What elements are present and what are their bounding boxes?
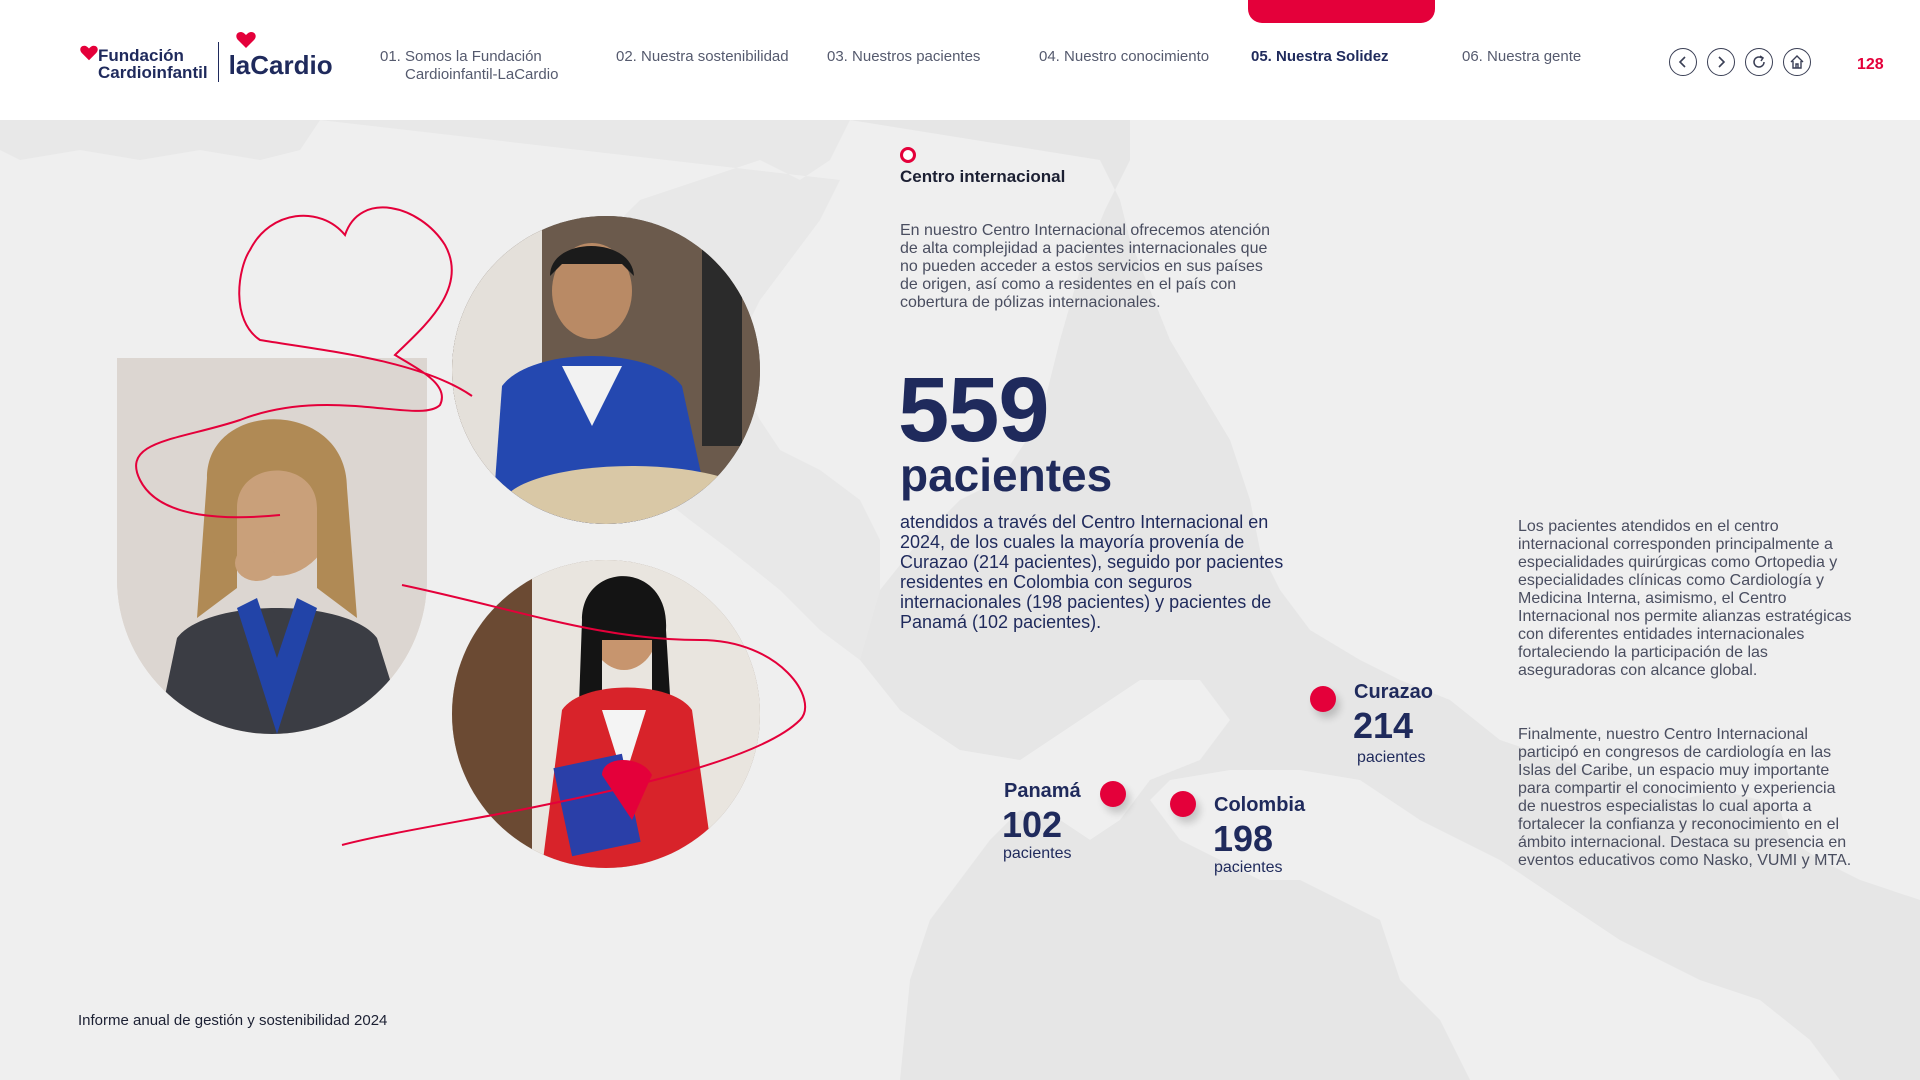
- location-name-colombia: Colombia: [1214, 794, 1306, 816]
- logo-line-1: Fundación: [98, 46, 184, 65]
- nav-label: 01. Somos la Fundación: [380, 48, 542, 65]
- photo-man-staff: [452, 216, 760, 524]
- photo-woman-red-jacket: [452, 560, 760, 868]
- reload-button[interactable]: [1745, 48, 1773, 76]
- page-number: 128: [1857, 56, 1884, 73]
- location-name-curazao: Curazao: [1354, 681, 1433, 703]
- heart-logo-icon: [80, 44, 98, 62]
- nav-item-gente[interactable]: [1462, 48, 1581, 65]
- logo-divider: [218, 42, 219, 82]
- man-illustration: [452, 216, 760, 524]
- location-name-panama: Panamá: [1004, 780, 1081, 802]
- nav-label: 04. Nuestro conocimiento: [1039, 48, 1210, 65]
- nav-item-conocimiento[interactable]: [1039, 48, 1209, 65]
- active-tab-indicator: [1248, 0, 1435, 23]
- footer-text: Informe anual de gestión y sostenibilidad 2024: [78, 1012, 388, 1029]
- stat-number: 559: [898, 359, 1049, 461]
- nav-item-solidez[interactable]: [1251, 48, 1389, 65]
- logo-line-2: Cardioinfantil: [98, 63, 208, 82]
- nav-label: 06. Nuestra gente: [1462, 48, 1582, 65]
- nav-label: 03. Nuestros pacientes: [827, 48, 981, 65]
- reload-icon: [1751, 54, 1767, 70]
- section-label: Centro internacional: [900, 167, 1066, 186]
- location-count-curazao: 214: [1353, 705, 1414, 746]
- map-pin-curazao: [1310, 686, 1336, 712]
- nav-item-sostenibilidad[interactable]: [616, 48, 789, 65]
- map-pin-panama: [1100, 781, 1126, 807]
- chevron-right-icon: [1714, 55, 1728, 69]
- chevron-left-icon: [1676, 55, 1690, 69]
- photo-woman-staff: [117, 358, 427, 734]
- logo: [78, 42, 333, 82]
- location-count-panama: 102: [1002, 804, 1063, 845]
- woman-illustration: [117, 358, 427, 734]
- section-bullet: [900, 147, 916, 163]
- nav-label: 05. Nuestra Solidez: [1251, 48, 1389, 65]
- map-pin-colombia: [1170, 791, 1196, 817]
- stat-description: atendidos a través del Centro Internacional en 2024, de los cuales la mayoría provenía de Curazao (214 pacientes), seguido por pacientes residentes en Colombia con seguros internacionales (198 pacientes) y pacientes de Panamá (102 pacientes).: [900, 512, 1284, 632]
- side-paragraph-1: Los pacientes atendidos en el centro internacional corresponden principalmente a especialidades quirúrgicas como Ortopedia y especialidades clínicas como Cardiología y Medicina Interna, asimismo, el Centro Internacional nos permite alianzas estratégicas con diferentes entidades internacionales fortaleciendo la participación de las aseguradoras con alcance global.: [1518, 518, 1852, 679]
- location-unit-colombia: pacientes: [1214, 859, 1283, 876]
- nav-label-line-2: Cardioinfantil-LaCardio: [405, 66, 559, 83]
- side-paragraph-2: Finalmente, nuestro Centro Internacional participó en congresos de cardiología en las Islas del Caribe, un espacio muy importante para compartir el conocimiento y experiencia de nuestros especialistas lo cual aporta a fortalecer la confianza y reconocimiento en el ámbito internacional. Destaca su presencia en eventos educativos como Nasko, VUMI y MTA.: [1518, 726, 1852, 869]
- woman-red-jacket-illustration: [452, 560, 760, 868]
- next-page-button[interactable]: [1707, 48, 1735, 76]
- location-unit-curazao: pacientes: [1357, 749, 1426, 766]
- stat-unit: pacientes: [900, 449, 1113, 501]
- location-unit-panama: pacientes: [1003, 845, 1072, 862]
- nav-item-pacientes[interactable]: [827, 48, 980, 65]
- prev-page-button[interactable]: [1669, 48, 1697, 76]
- home-icon: [1789, 54, 1805, 70]
- nav-item-somos[interactable]: [380, 48, 558, 83]
- location-count-colombia: 198: [1213, 818, 1274, 859]
- heart-logo-icon: [236, 31, 256, 49]
- intro-paragraph: En nuestro Centro Internacional ofrecemos atención de alta complejidad a pacientes internacionales que no pueden acceder a estos servicios en sus países de origen, así como a residentes en el país con cobertura de pólizas internacionales.: [900, 222, 1270, 311]
- home-button[interactable]: [1783, 48, 1811, 76]
- logo-brand: laCardio: [228, 49, 333, 80]
- nav-label: 02. Nuestra sostenibilidad: [616, 48, 789, 65]
